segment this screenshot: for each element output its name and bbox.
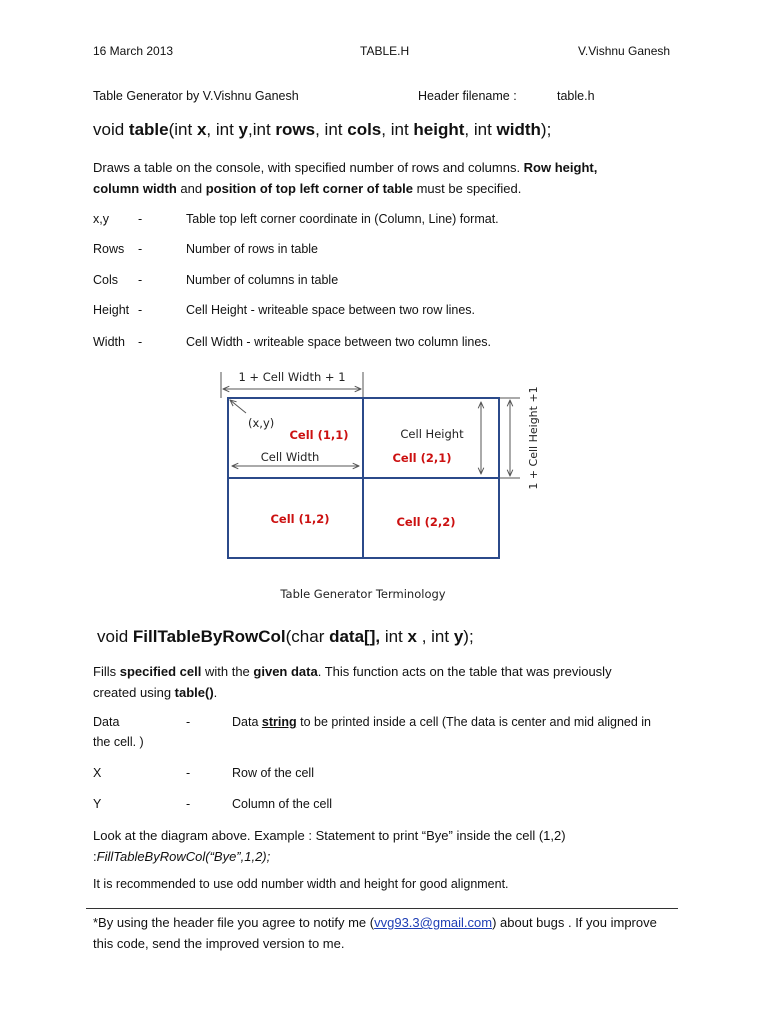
param-name: Rows <box>93 242 125 256</box>
cell-2-2-label: Cell (2,2) <box>396 515 456 529</box>
param-name: X <box>93 766 102 780</box>
email-link[interactable]: vvg93.3@gmail.com <box>374 915 493 930</box>
cell-1-1-label: Cell (1,1) <box>289 428 349 442</box>
param-desc: Column of the cell <box>232 797 333 811</box>
param-name: Height <box>93 303 130 317</box>
header-date: 16 March 2013 <box>93 44 174 58</box>
param-dash: - <box>186 715 191 729</box>
param-dash: - <box>138 242 143 256</box>
param-desc: Number of rows in table <box>186 242 319 256</box>
origin-pointer-arrow <box>230 400 246 413</box>
recommendation-text: It is recommended to use odd number width and height for good alignment. <box>93 877 509 891</box>
cell-1-2-label: Cell (1,2) <box>270 512 330 526</box>
header-author: V.Vishnu Ganesh <box>578 44 671 58</box>
cell-width-label: Cell Width <box>260 450 320 464</box>
param-desc-continuation: the cell. ) <box>93 735 144 749</box>
param-dash: - <box>186 766 191 780</box>
origin-label: (x,y) <box>248 416 275 430</box>
filename-label: Header filename : <box>418 89 517 103</box>
param-desc: Number of columns in table <box>186 273 339 287</box>
table-description: Draws a table on the console, with specified number of rows and columns. Row height, column width and position of top left corner of table must be specified. <box>93 160 598 196</box>
footer-note: *By using the header file you agree to notify me (vvg93.3@gmail.com) about bugs . If you improve this code, send the improved version to me. <box>93 915 657 951</box>
param-desc: Data string to be printed inside a cell (The data is center and mid aligned in <box>232 715 652 729</box>
param-dash: - <box>138 335 143 349</box>
function-signature-table: void table(int x, int y,int rows, int cols, int height, int width); <box>93 120 552 139</box>
param-dash: - <box>138 212 143 226</box>
param-desc: Table top left corner coordinate in (Column, Line) format. <box>186 212 499 226</box>
param-desc: Row of the cell <box>232 766 314 780</box>
top-dimension-label: 1 + Cell Width + 1 <box>238 370 346 384</box>
cell-height-label: Cell Height <box>400 427 464 441</box>
param-dash: - <box>138 273 143 287</box>
param-desc: Cell Height - writeable space between two row lines. <box>186 303 476 317</box>
filename-value: table.h <box>557 89 595 103</box>
param-name: Cols <box>93 273 119 287</box>
param-name: Data <box>93 715 120 729</box>
filltable-description: Fills specified cell with the given data. This function acts on the table that was previously created using table(). <box>93 664 612 700</box>
param-dash: - <box>186 797 191 811</box>
param-name: x,y <box>93 212 109 226</box>
param-desc: Cell Width - writeable space between two column lines. <box>186 335 491 349</box>
function-signature-filltable: void FillTableByRowCol(char data[], int x , int y); <box>97 627 474 646</box>
header-title: TABLE.H <box>360 44 410 58</box>
cell-2-1-label: Cell (2,1) <box>392 451 452 465</box>
example-text: Look at the diagram above. Example : Statement to print “Bye” inside the cell (1,2) :FillTableByRowCol(“Bye”,1,2); <box>93 828 566 864</box>
param-dash: - <box>138 303 143 317</box>
diagram-caption: Table Generator Terminology <box>280 587 446 601</box>
footer-divider <box>86 908 678 909</box>
param-name: Y <box>93 797 102 811</box>
param-name: Width <box>93 335 125 349</box>
generator-credit: Table Generator by V.Vishnu Ganesh <box>93 89 299 103</box>
side-dimension-label: 1 + Cell Height +1 <box>527 386 540 490</box>
